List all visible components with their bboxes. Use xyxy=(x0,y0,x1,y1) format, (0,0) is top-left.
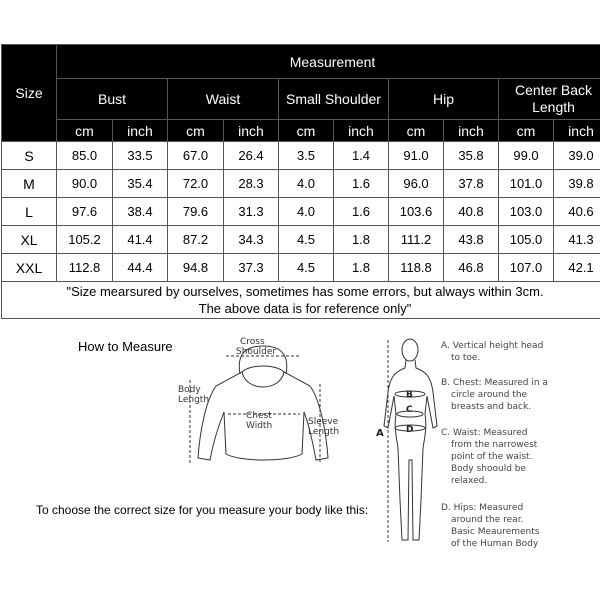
letter-b: B xyxy=(406,390,413,400)
letter-d: D xyxy=(406,425,414,435)
size-label: S xyxy=(2,142,57,170)
desc-c-line: Body shoould be xyxy=(451,464,527,474)
desc-a-line: to toe. xyxy=(451,353,481,363)
table-cell: 40.8 xyxy=(444,198,499,226)
table-cell: 31.3 xyxy=(224,198,279,226)
size-label: L xyxy=(2,198,57,226)
unit-header: cm xyxy=(57,120,113,142)
body-outline xyxy=(384,360,437,540)
table-cell: 28.3 xyxy=(224,170,279,198)
table-cell: 101.0 xyxy=(499,170,554,198)
label-chest: Chest xyxy=(246,411,272,421)
table-cell: 4.0 xyxy=(279,170,334,198)
group-center-back-line2: Length xyxy=(532,99,575,115)
label-width: Width xyxy=(246,421,273,431)
table-cell: 97.6 xyxy=(57,198,113,226)
table-cell: 3.5 xyxy=(279,142,334,170)
letter-c: C xyxy=(406,405,413,415)
choose-size-instruction: To choose the correct size for you measure your body like this: xyxy=(36,503,369,517)
desc-a xyxy=(441,340,591,364)
note-line-1: "Size mearsured by ourselves, sometimes has some errors, but always within 3cm. xyxy=(66,284,544,299)
desc-d xyxy=(441,502,591,550)
label-sleeve: Sleeve xyxy=(308,417,339,427)
garment-diagram xyxy=(170,330,355,480)
table-cell: 94.8 xyxy=(168,254,224,282)
table-cell: 33.5 xyxy=(113,142,168,170)
group-waist: Waist xyxy=(168,79,279,120)
table-cell: 44.4 xyxy=(113,254,168,282)
table-cell: 87.2 xyxy=(168,226,224,254)
desc-d-line: Basic Meaurements xyxy=(451,527,540,537)
table-cell: 34.3 xyxy=(224,226,279,254)
desc-b-line: circle around the xyxy=(451,390,528,400)
table-cell: 105.2 xyxy=(57,226,113,254)
table-cell: 1.8 xyxy=(334,254,389,282)
desc-b xyxy=(441,377,591,413)
unit-header: cm xyxy=(499,120,554,142)
unit-header: inch xyxy=(113,120,168,142)
table-cell: 40.6 xyxy=(554,198,600,226)
table-cell: 72.0 xyxy=(168,170,224,198)
reference-note xyxy=(2,282,600,319)
table-cell: 103.0 xyxy=(499,198,554,226)
table-cell: 35.4 xyxy=(113,170,168,198)
desc-d-line: D. Hips: Measured xyxy=(441,503,524,513)
table-cell: 1.6 xyxy=(334,170,389,198)
table-cell: 26.4 xyxy=(224,142,279,170)
unit-header: inch xyxy=(334,120,389,142)
desc-b-line: B. Chest: Measured in a xyxy=(441,378,548,388)
table-cell: 79.6 xyxy=(168,198,224,226)
unit-header: cm xyxy=(279,120,334,142)
label-shoulder: Shoulder xyxy=(236,347,277,357)
size-label: XXL xyxy=(2,254,57,282)
desc-b-line: breasts and back. xyxy=(451,402,532,412)
table-cell: 39.0 xyxy=(554,142,600,170)
size-label: M xyxy=(2,170,57,198)
group-small-shoulder: Small Shoulder xyxy=(279,79,389,120)
group-hip: Hip xyxy=(389,79,499,120)
table-cell: 107.0 xyxy=(499,254,554,282)
desc-c-line: C. Waist: Measured xyxy=(441,428,528,438)
sweater-neck xyxy=(242,372,284,387)
table-cell: 35.8 xyxy=(444,142,499,170)
desc-c-line: relaxed. xyxy=(451,476,488,486)
desc-c-line: from the narrowest xyxy=(451,440,538,450)
table-cell: 46.8 xyxy=(444,254,499,282)
table-row xyxy=(2,198,600,226)
desc-c xyxy=(441,427,591,487)
table-cell: 41.4 xyxy=(113,226,168,254)
unit-header: inch xyxy=(444,120,499,142)
unit-header: cm xyxy=(168,120,224,142)
group-bust: Bust xyxy=(57,79,168,120)
size-label: XL xyxy=(2,226,57,254)
table-cell: 1.4 xyxy=(334,142,389,170)
desc-a-line: A. Vertical height head xyxy=(441,341,544,351)
table-cell: 91.0 xyxy=(389,142,444,170)
unit-header: inch xyxy=(554,120,600,142)
unit-header: cm xyxy=(389,120,444,142)
table-row xyxy=(2,226,600,254)
table-cell: 4.5 xyxy=(279,226,334,254)
label-body: Body xyxy=(178,385,201,395)
table-cell: 4.0 xyxy=(279,198,334,226)
group-center-back-length xyxy=(499,79,600,120)
desc-d-line: around the rear. xyxy=(451,515,524,525)
table-cell: 112.8 xyxy=(57,254,113,282)
table-cell: 43.8 xyxy=(444,226,499,254)
table-cell: 103.6 xyxy=(389,198,444,226)
measurement-header: Measurement xyxy=(57,45,600,79)
table-cell: 42.1 xyxy=(554,254,600,282)
note-line-2: The above data is for reference only" xyxy=(198,301,412,316)
table-cell: 38.4 xyxy=(113,198,168,226)
size-header: Size xyxy=(2,45,57,142)
table-row xyxy=(2,254,600,282)
table-cell: 111.2 xyxy=(389,226,444,254)
size-table xyxy=(1,44,600,319)
label-cross: Cross xyxy=(240,337,265,347)
unit-header: inch xyxy=(224,120,279,142)
label-length: Length xyxy=(178,395,210,405)
table-cell: 118.8 xyxy=(389,254,444,282)
table-cell: 96.0 xyxy=(389,170,444,198)
table-cell: 37.3 xyxy=(224,254,279,282)
how-to-measure-title: How to Measure xyxy=(78,339,173,354)
table-cell: 90.0 xyxy=(57,170,113,198)
table-cell: 85.0 xyxy=(57,142,113,170)
table-cell: 37.8 xyxy=(444,170,499,198)
table-cell: 41.3 xyxy=(554,226,600,254)
desc-d-line: of the Human Body xyxy=(451,539,539,549)
table-cell: 67.0 xyxy=(168,142,224,170)
table-row xyxy=(2,142,600,170)
table-cell: 1.8 xyxy=(334,226,389,254)
table-cell: 105.0 xyxy=(499,226,554,254)
table-cell: 99.0 xyxy=(499,142,554,170)
body-figure xyxy=(370,330,440,570)
label-sleeve-length: Length xyxy=(308,427,340,437)
letter-a: A xyxy=(376,428,384,439)
table-cell: 1.6 xyxy=(334,198,389,226)
table-row xyxy=(2,170,600,198)
desc-c-line: point of the waist. xyxy=(451,452,533,462)
table-cell: 4.5 xyxy=(279,254,334,282)
group-center-back-line1: Center Back xyxy=(514,82,593,98)
table-cell: 39.8 xyxy=(554,170,600,198)
head xyxy=(402,339,418,361)
